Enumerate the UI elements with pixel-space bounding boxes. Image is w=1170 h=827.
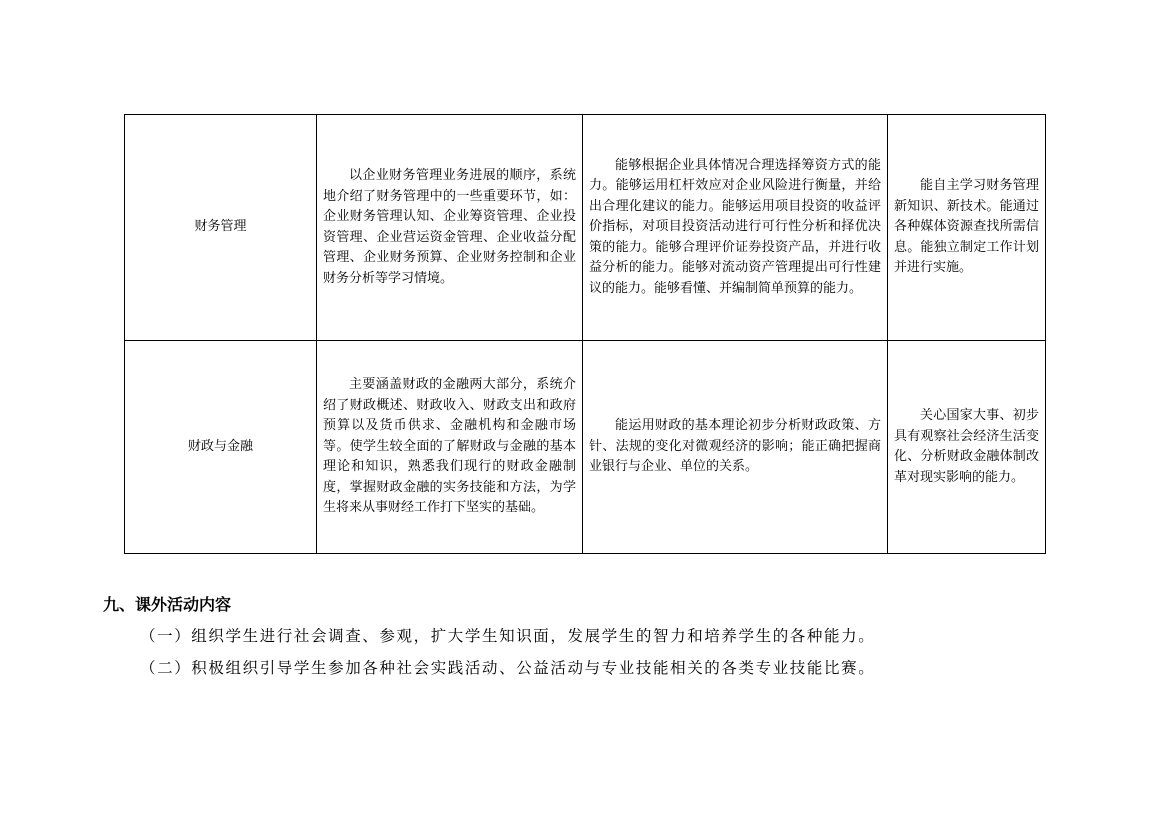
ability-goal: 能运用财政的基本理论初步分析财政政策、方针、法规的变化对微观经济的影响；能正确把握商业银行与企业、单位的关系。 xyxy=(589,418,881,475)
activity-item: （一）组织学生进行社会调查、参观，扩大学生知识面，发展学生的智力和培养学生的各种能力。 xyxy=(140,627,876,645)
table-row xyxy=(125,115,1046,341)
ability-goal-cell xyxy=(583,341,888,554)
course-name-cell xyxy=(125,341,317,554)
course-table xyxy=(124,114,1046,554)
course-content: 以企业财务管理业务进展的顺序，系统地介绍了财务管理中的一些重要环节，如：企业财务管理认知、企业筹资管理、企业投资管理、企业营运资金管理、企业收益分配管理、企业财务预算、企业财务控制和企业财务分析等学习情境。 xyxy=(323,168,576,286)
quality-goal: 关心国家大事、初步具有观察社会经济生活变化、分析财政金融体制改革对现实影响的能力。 xyxy=(894,408,1039,485)
course-name: 财务管理 xyxy=(194,219,247,235)
table-row xyxy=(125,341,1046,554)
activity-item: （二）积极组织引导学生参加各种社会实践活动、公益活动与专业技能相关的各类专业技能比赛。 xyxy=(140,659,876,677)
course-content-cell xyxy=(317,115,583,341)
quality-goal-cell xyxy=(888,341,1046,554)
ability-goal-cell xyxy=(583,115,888,341)
section-heading: 九、课外活动内容 xyxy=(103,595,232,614)
course-name: 财政与金融 xyxy=(187,438,253,454)
course-content: 主要涵盖财政的金融两大部分，系统介绍了财政概述、财政收入、财政支出和政府预算以及货币供求、金融机构和金融市场等。使学生较全面的了解财政与金融的基本理论和知识，熟悉我们现行的财政金融制度，掌握财政金融的实务技能和方法，为学生将来从事财经工作打下坚实的基础。 xyxy=(323,377,576,516)
ability-goal: 能够根据企业具体情况合理选择筹资方式的能力。能够运用杠杆效应对企业风险进行衡量，并给出合理化建议的能力。能够运用项目投资的收益评价指标，对项目投资活动进行可行性分析和择优决策的能力。能够合理评价证券投资产品，并进行收益分析的能力。能够对流动资产管理提出可行性建议的能力。能够看懂、并编制简单预算的能力。 xyxy=(589,157,881,296)
quality-goal-cell xyxy=(888,115,1046,341)
course-content-cell xyxy=(317,341,583,554)
quality-goal: 能自主学习财务管理新知识、新技术。能通过各种媒体资源查找所需信息。能独立制定工作计划并进行实施。 xyxy=(894,178,1039,276)
course-name-cell xyxy=(125,115,317,341)
